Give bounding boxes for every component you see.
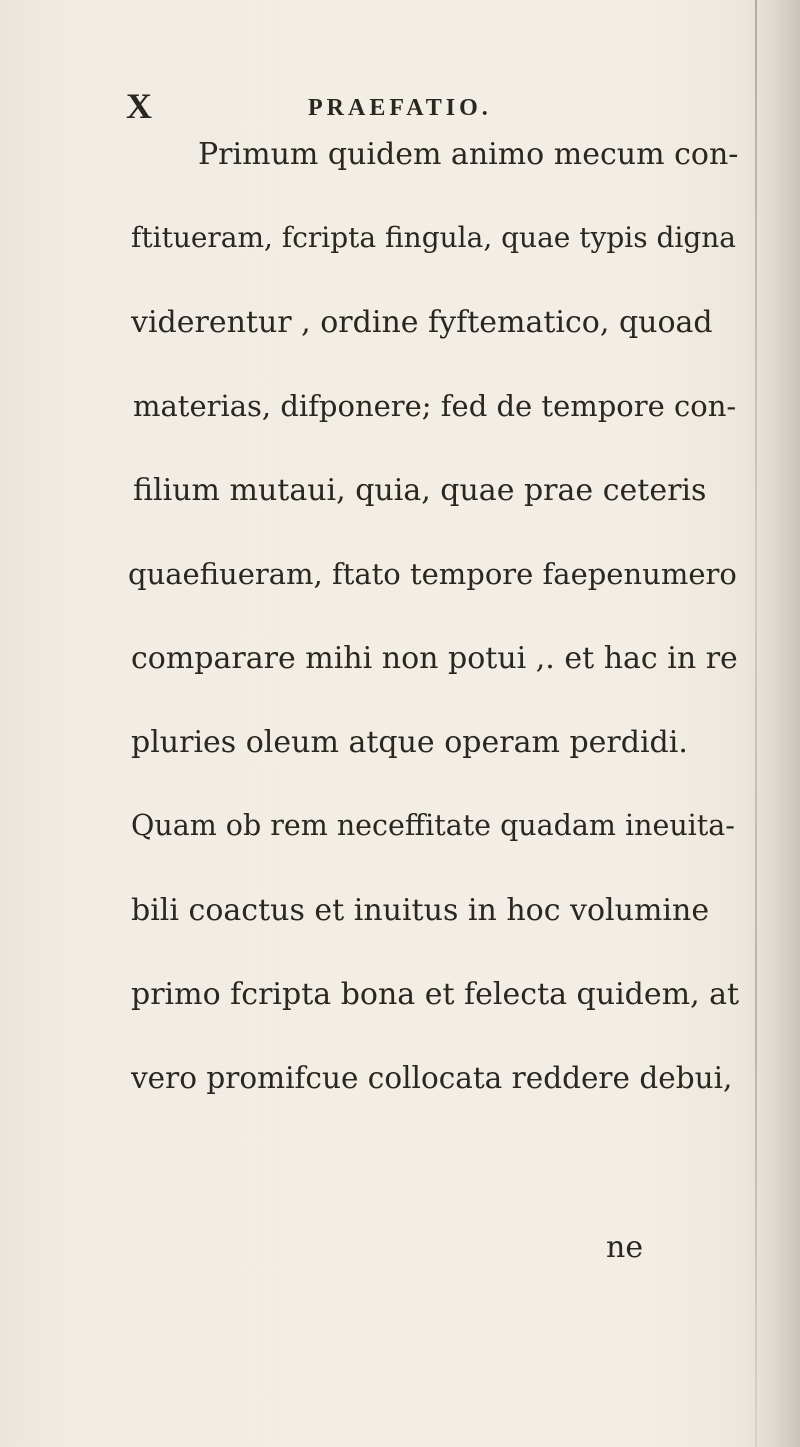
text-line-12: vero promifcue collocata reddere debui, [131, 1061, 733, 1095]
text-line-11: primo fcripta bona et felecta quidem, at [131, 977, 740, 1012]
text-line-1: Primum quidem animo mecum con- [198, 137, 739, 172]
text-line-9: Quam ob rem neceffitate quadam ineuita- [131, 809, 735, 842]
text-line-6: quaefiueram, ftato tempore faepenumero [128, 557, 737, 591]
catchword: ne [606, 1230, 644, 1265]
running-head: PRAEFATIO. [308, 95, 492, 121]
text-line-10: bili coactus et inuitus in hoc volumine [131, 893, 710, 928]
text-line-7: comparare mihi non potui ,. et hac in re [131, 641, 738, 676]
page-edge-shadow [740, 0, 800, 1447]
text-line-3: viderentur , ordine fyftematico, quoad [131, 305, 713, 340]
page-number: X [126, 86, 153, 126]
text-line-2: ftitueram, fcripta fingula, quae typis digna [131, 221, 736, 254]
text-line-5: filium mutaui, quia, quae prae ceteris [133, 473, 707, 508]
text-line-4: materias, difponere; fed de tempore con- [133, 389, 737, 423]
text-line-8: pluries oleum atque operam perdidi. [131, 725, 688, 760]
page-edge-line [755, 0, 757, 1447]
